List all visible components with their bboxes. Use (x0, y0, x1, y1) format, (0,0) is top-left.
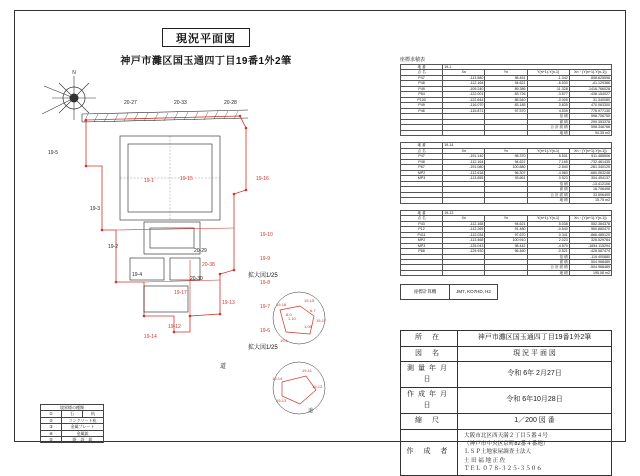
title-block-table (400, 330, 612, 476)
table-cell: -112.034 (443, 232, 485, 237)
table-cell: 合 計 面 積 (527, 125, 569, 130)
table-cell: 94.621 (485, 159, 527, 164)
table-cell: -0.005 (527, 97, 569, 102)
building-footprint (120, 136, 220, 312)
table-cell: 合 計 面 積 (527, 265, 569, 270)
table-cell: 16.706498 (569, 187, 611, 192)
table-cell: MP3 (401, 176, 443, 181)
title-block-label: 測量年月日 (401, 362, 458, 388)
table-cell: -116.070 (443, 103, 485, 108)
maker-line: 土 田 福 地 正 佐 (464, 457, 506, 464)
table-cell: -1.342 (527, 75, 569, 80)
table-cell: P54 (401, 92, 443, 97)
north-arrow-icon (42, 70, 96, 120)
coordinate-tables-host (400, 64, 612, 276)
table-cell: P47 (401, 154, 443, 159)
table-cell: MP2 (401, 238, 443, 243)
table-cell: -732.461435 (569, 159, 611, 164)
table-cell: P411 (401, 232, 443, 237)
table-cell: 合 計 面 積 (527, 192, 569, 197)
svg-text:19-15: 19-15 (304, 298, 315, 303)
table-cell: 511.485506 (569, 154, 611, 159)
table-cell: -866.485120 (569, 232, 611, 237)
table-cell: 91.480 (485, 227, 527, 232)
table-cell: MP2 (401, 170, 443, 175)
table-cell (485, 270, 527, 275)
table-cell: 面 積 (527, 119, 569, 124)
column-header: Xn・(Y(n+1)-Y(n-1)) (569, 70, 611, 75)
coordinate-table (400, 64, 612, 136)
table-cell: 598.706755 (569, 114, 611, 119)
column-header: 点 名 (401, 148, 443, 153)
legend-text: 石 (62, 411, 83, 417)
column-header: Y(n+1)-Y(n-1) (527, 70, 569, 75)
table-cell: 100.880 (485, 165, 527, 170)
svg-text:20-30: 20-30 (190, 276, 203, 282)
maker-line: 大阪市北区西天満２丁目５番４号 (464, 432, 548, 439)
maker-line: （神戸市中央区京町82番４番地） (464, 440, 549, 447)
svg-text:1.05: 1.05 (304, 324, 312, 329)
table-cell: 5.531 (527, 154, 569, 159)
table-cell: -1654.115294 (569, 243, 611, 248)
table-row (401, 270, 612, 275)
table-cell: -4.960 (527, 170, 569, 175)
table-cell: 0.835 (527, 103, 569, 108)
coordinate-table (400, 142, 612, 203)
table-cell: 94.35 m2 (569, 130, 611, 135)
table-cell: -122.644 (443, 97, 485, 102)
table-cell: 93.661 (485, 176, 527, 181)
column-header: Xn (443, 148, 485, 153)
table-parcel-value: 19-1 (443, 65, 612, 70)
svg-text:19-1: 19-1 (280, 338, 289, 343)
table-cell: 96.307 (485, 170, 527, 175)
sheet-title-box (162, 28, 250, 47)
table-cell: P46 (401, 108, 443, 113)
svg-text:19-3: 19-3 (90, 206, 101, 212)
title-block-label: 縮 尺 (401, 414, 458, 430)
table-cell: -125.043 (443, 243, 485, 248)
svg-text:20-29: 20-29 (194, 248, 207, 254)
table-cell: 5.038 (527, 221, 569, 226)
table-cell: 304.454137 (569, 176, 611, 181)
table-cell: -113.580 (443, 75, 485, 80)
svg-text:19-4: 19-4 (132, 272, 143, 278)
column-header: Xn (443, 216, 485, 221)
table-cell: -2.540 (527, 165, 569, 170)
table-parcel-value: 19-14 (443, 143, 612, 148)
maker-line: ＴＥＬ ０７８-３２５-３５０６ (464, 466, 542, 473)
table-cell: 面 積 (527, 187, 569, 192)
title-block-value: 令和 6年10月28日 (458, 388, 612, 414)
table-cell: 504.968489 (569, 259, 611, 264)
table-cell: 31.340080 (569, 97, 611, 102)
table-cell (443, 130, 485, 135)
table-cell: -112.269 (443, 227, 485, 232)
column-header: 点 名 (401, 70, 443, 75)
table-cell: 7.165 (527, 159, 569, 164)
calc-seal (400, 284, 498, 300)
table-cell: 倍 積 (527, 114, 569, 119)
title-block-row (401, 362, 612, 388)
table-cell: 808.625596 (569, 75, 611, 80)
table-cell: -0.540 (527, 227, 569, 232)
svg-text:20-38: 20-38 (202, 262, 215, 268)
svg-text:19-11: 19-11 (302, 368, 312, 373)
table-cell: 100.910 (485, 238, 527, 243)
table-cell: 2.023 (527, 238, 569, 243)
table-cell: P100 (401, 97, 443, 102)
table-cell: -113.655 (443, 176, 485, 181)
svg-text:19-14: 19-14 (272, 376, 283, 381)
table-parcel-label: 地 番 (401, 210, 443, 215)
table-cell: 98.442 (485, 243, 527, 248)
table-cell: P12 (401, 227, 443, 232)
site-plan (24, 70, 354, 430)
table-cell: 倍 積 (527, 254, 569, 259)
table-cell: P67 (401, 165, 443, 170)
detail-1-caption: 拡大図1/25 (248, 273, 278, 279)
table-cell: 98.370 (485, 154, 527, 159)
table-cell: 97.570 (485, 108, 527, 113)
svg-text:19-12: 19-12 (312, 384, 323, 389)
table-cell: P68 (401, 249, 443, 254)
table-cell: -504.968489 (569, 265, 611, 270)
legend-symbol: ③ (41, 424, 62, 430)
svg-text:8.0: 8.0 (286, 312, 292, 317)
column-header: Y(n+1)-Y(n-1) (527, 148, 569, 153)
legend-symbol: ④ (41, 430, 62, 436)
table-cell: -191.140 (443, 154, 485, 159)
svg-text:19-2: 19-2 (108, 244, 119, 250)
table-cell: -122.001 (443, 92, 485, 97)
table-cell: -112.164 (443, 81, 485, 86)
svg-text:19-17: 19-17 (174, 290, 187, 296)
svg-text:20-28: 20-28 (224, 100, 237, 106)
legend-row (41, 436, 104, 442)
legend-symbol: ① (41, 411, 62, 417)
title-block-row (401, 388, 612, 414)
table-cell: 83.726 (485, 92, 527, 97)
legend-symbol: ② (41, 417, 62, 423)
table-cell: -3.577 (527, 92, 569, 97)
table-cell: 33.506499 (569, 192, 611, 197)
table-cell: -109.240 (443, 86, 485, 91)
table-cell: -438.154027 (569, 92, 611, 97)
table-cell: -281.340125 (569, 165, 611, 170)
table-cell: 15.75 m2 (569, 198, 611, 203)
table-cell (485, 130, 527, 135)
maker-line: ＬＳＰ土地家屋調査士法人 (464, 449, 532, 456)
title-block-label: 所 在 (401, 331, 458, 347)
table-cell: P43 (401, 221, 443, 226)
column-header: 点 名 (401, 216, 443, 221)
table-cell: 560.880470 (569, 227, 611, 232)
table-cell: 地 積 (527, 198, 569, 203)
table-cell: -1416.766028 (569, 86, 611, 91)
maker-row (401, 429, 612, 476)
maker-value (458, 429, 612, 476)
page-title: 現況平面図 (176, 32, 236, 45)
svg-text:19-16: 19-16 (256, 176, 269, 182)
title-block-row (401, 414, 612, 430)
legend-text: コンクリート杭 (62, 417, 104, 423)
table-cell: 面 積 (527, 259, 569, 264)
column-header: Yn (485, 148, 527, 153)
legend-text: 杭 (83, 411, 104, 417)
svg-text:19-5: 19-5 (48, 150, 59, 156)
column-header: Yn (485, 216, 527, 221)
table-cell: -191.080 (443, 165, 485, 170)
sheet-subtitle: 神戸市灘区国玉通四丁目19番1外2筆 (120, 56, 292, 67)
svg-text:19-13: 19-13 (222, 300, 235, 306)
table-cell: 倍 積 (527, 181, 569, 186)
legend-table (40, 404, 104, 443)
title-block-row (401, 346, 612, 362)
table-cell: -428.587474 (569, 249, 611, 254)
table-cell: 470.063300 (569, 103, 611, 108)
title-block-label: 作成年月日 (401, 388, 458, 414)
table-cell (485, 198, 527, 203)
svg-text:N: N (72, 70, 76, 76)
table-cell (443, 270, 485, 275)
street-label: 道 (220, 364, 227, 370)
column-header: Y(n+1)-Y(n-1) (527, 216, 569, 221)
table-cell: -13.412106 (569, 181, 611, 186)
legend-box (40, 404, 104, 443)
table-cell (401, 130, 443, 135)
table-cell: 96.460 (485, 249, 527, 254)
legend-row (41, 411, 104, 417)
table-cell: 94.621 (485, 221, 527, 226)
table-cell: -112.618 (443, 170, 485, 175)
coordinate-table (400, 210, 612, 277)
table-parcel-label: 地 番 (401, 65, 443, 70)
svg-text:19-16: 19-16 (276, 302, 287, 307)
title-block-value: 現 況 平 面 図 (458, 346, 612, 362)
table-cell: 598.346766 (569, 125, 611, 130)
table-cell: -119.400880 (569, 254, 611, 259)
table-cell: P49 (401, 103, 443, 108)
table-cell (401, 270, 443, 275)
maker-label: 作 成 者 (401, 429, 458, 476)
table-cell: 326.529784 (569, 238, 611, 243)
table-cell: P48 (401, 159, 443, 164)
title-block-value: 神戸市灘区国玉通四丁目19番1外2筆 (458, 331, 612, 347)
svg-text:19-1: 19-1 (144, 178, 155, 184)
svg-text:19-9: 19-9 (260, 256, 271, 262)
column-header: Yn (485, 70, 527, 75)
table-cell: 地 積 (527, 270, 569, 275)
legend-row (41, 424, 104, 430)
table-cell: -41.129386 (569, 81, 611, 86)
table-cell: P47 (401, 75, 443, 80)
svg-text:20-33: 20-33 (174, 100, 187, 106)
table-cell: 299.353378 (569, 119, 611, 124)
legend-text: 金属鋲 (62, 430, 104, 436)
table-cell: 89.386 (485, 86, 527, 91)
table-cell: -129.930 (443, 249, 485, 254)
svg-text:道: 道 (308, 408, 314, 414)
grid-lines (120, 136, 220, 254)
svg-text:19-14: 19-14 (144, 334, 157, 340)
table-cell: 地 積 (527, 130, 569, 135)
svg-text:1.10: 1.10 (288, 316, 296, 321)
tables-heading: 座標求積表 (400, 57, 426, 63)
table-cell: 97.670 (485, 232, 527, 237)
title-block (400, 330, 612, 476)
svg-text:19-13: 19-13 (276, 398, 287, 403)
table-cell (443, 198, 485, 203)
title-block-label: 図 名 (401, 346, 458, 362)
svg-text:6.7: 6.7 (310, 308, 316, 313)
table-cell: 85.540 (485, 97, 527, 102)
column-header: Xn・(Y(n+1)-Y(n-1)) (569, 216, 611, 221)
table-row (401, 130, 612, 135)
calc-seal-value: JM7, KO7HD, H2 (456, 289, 491, 294)
table-cell: MP3 (401, 243, 443, 248)
svg-text:19-8: 19-8 (260, 280, 271, 286)
legend-row (41, 417, 104, 423)
legend-text: 既 設 鋲 (62, 436, 104, 442)
table-cell: 4.539 (527, 108, 569, 113)
legend-symbol: ⑤ (41, 436, 62, 442)
table-cell (401, 198, 443, 203)
svg-text:19-7: 19-7 (260, 304, 271, 310)
table-cell: 98.451 (485, 75, 527, 80)
detail-circle-1 (273, 292, 327, 344)
title-block-value: 1／200 図 番 (458, 414, 612, 430)
coordinate-tables (400, 56, 612, 282)
table-cell: -0.521 (527, 249, 569, 254)
table-row (401, 198, 612, 203)
table-cell: 83.185 (485, 103, 527, 108)
svg-text:19-17: 19-17 (316, 318, 327, 323)
calc-seal-label: 座標計算機 (401, 285, 450, 299)
plan-svg (24, 70, 354, 430)
table-parcel-value: 19-13 (443, 210, 612, 215)
svg-text:20-27: 20-27 (124, 100, 137, 106)
column-header: Xn・(Y(n+1)-Y(n-1)) (569, 148, 611, 153)
title-block-row (401, 331, 612, 347)
svg-text:19-12: 19-12 (168, 324, 181, 330)
svg-text:19-10: 19-10 (260, 232, 273, 238)
table-cell: -112.168 (443, 221, 485, 226)
legend-title: 境界標の種類 (41, 405, 104, 411)
table-cell: -113.468 (443, 238, 485, 243)
detail-circle-2 (272, 362, 325, 414)
table-cell: 0.341 (527, 232, 569, 237)
table-cell: -6.530 (527, 81, 569, 86)
table-cell: 94.621 (485, 81, 527, 86)
table-parcel-label: 地 番 (401, 143, 443, 148)
table-cell: 552.364378 (569, 221, 611, 226)
table-cell: P49 (401, 86, 443, 91)
table-cell: 0.523 (527, 176, 569, 181)
table-cell: -112.164 (443, 159, 485, 164)
svg-text:19-6: 19-6 (260, 328, 271, 334)
table-cell: -4.570 (527, 243, 569, 248)
svg-text:19-15: 19-15 (180, 176, 193, 182)
table-cell: -660.063248 (569, 170, 611, 175)
legend-text: 金属プレート (62, 424, 104, 430)
title-block-value: 令和 6年 2月27日 (458, 362, 612, 388)
detail-2-caption: 拡大図1/25 (248, 345, 278, 351)
table-cell: P48 (401, 81, 443, 86)
table-cell: -115.871 (443, 108, 485, 113)
table-cell: -11.328 (527, 86, 569, 91)
column-header: Xn (443, 70, 485, 75)
table-cell: 195.08 m2 (569, 270, 611, 275)
table-cell: 776.977130 (569, 108, 611, 113)
